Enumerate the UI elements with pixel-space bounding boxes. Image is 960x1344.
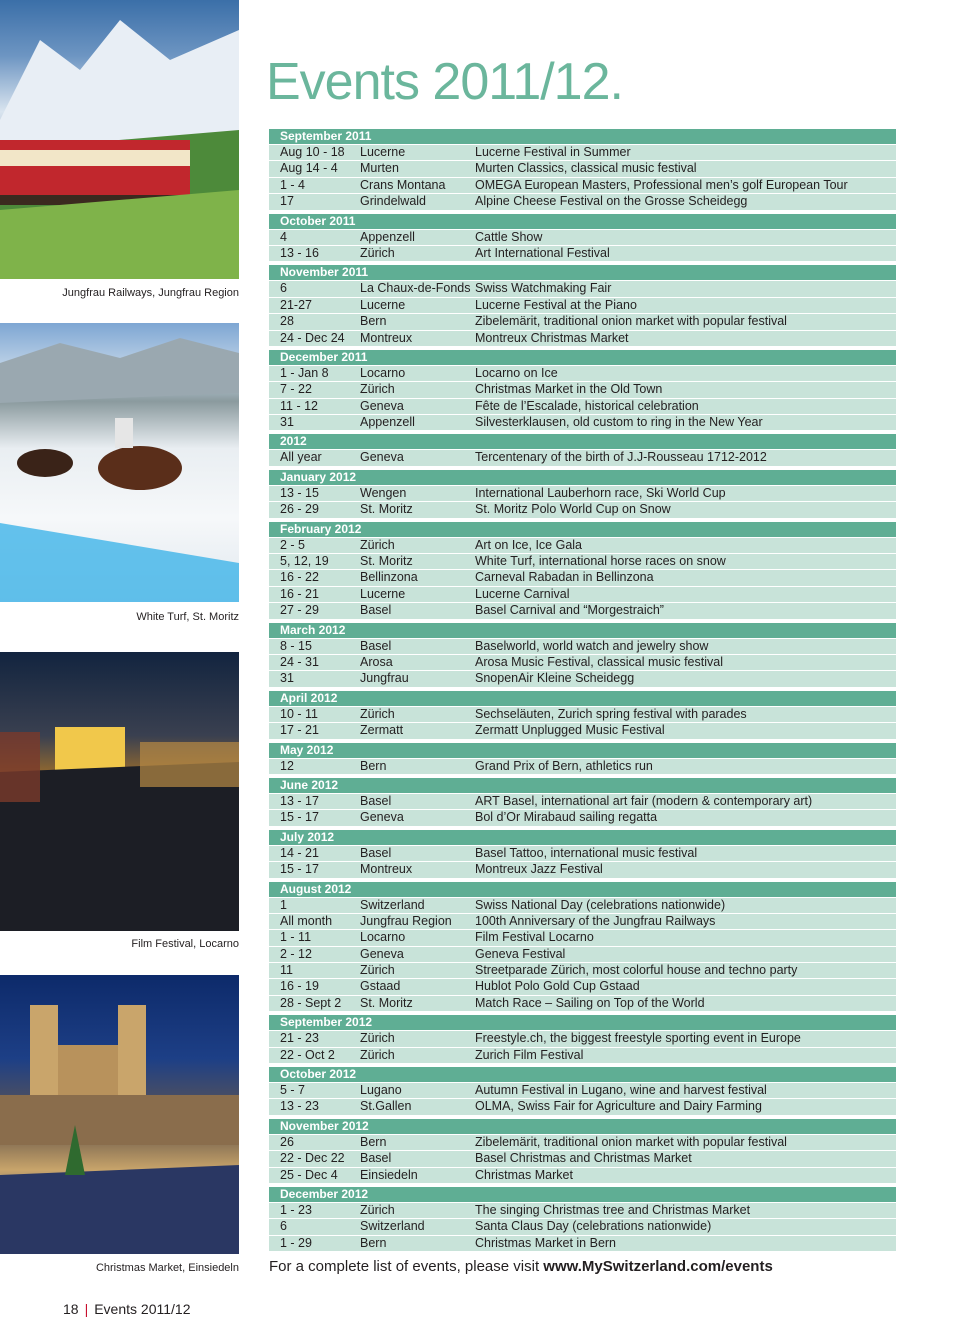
event-row: [269, 845, 896, 861]
event-name: Hublot Polo Gold Cup Gstaad: [475, 979, 640, 994]
event-row: [269, 280, 896, 296]
event-date: 8 - 15: [280, 638, 312, 653]
event-name: Swiss Watchmaking Fair: [475, 281, 612, 296]
event-row: [269, 501, 896, 517]
jungfrau-train-illustration: [0, 0, 239, 279]
event-place: Geneva: [360, 398, 404, 413]
event-name: St. Moritz Polo World Cup on Snow: [475, 502, 671, 517]
event-name: Zibelemärit, traditional onion market with popular festival: [475, 314, 787, 329]
event-place: Murten: [360, 161, 399, 176]
event-row: [269, 722, 896, 738]
event-date: 22 - Dec 22: [280, 1151, 345, 1166]
event-date: 11: [280, 963, 293, 978]
event-date: All month: [280, 913, 333, 928]
event-place: Geneva: [360, 946, 404, 961]
event-row: [269, 245, 896, 261]
event-place: St. Moritz: [360, 502, 413, 517]
event-place: La Chaux-de-Fonds: [360, 281, 471, 296]
event-date: 1 - 29: [280, 1235, 312, 1250]
event-date: 16 - 19: [280, 979, 319, 994]
event-date: 31: [280, 415, 294, 430]
event-date: 13 - 16: [280, 245, 319, 260]
event-date: 1 - 23: [280, 1202, 312, 1217]
event-place: Jungfrau Region: [360, 913, 452, 928]
photo-caption: White Turf, St. Moritz: [136, 611, 239, 623]
event-name: Baselworld, world watch and jewelry show: [475, 638, 709, 653]
month-header: October 2012: [269, 1067, 896, 1082]
event-place: Bern: [360, 314, 387, 329]
event-row: [269, 1167, 896, 1183]
events-link[interactable]: www.MySwitzerland.com/events: [543, 1258, 773, 1275]
event-row: [269, 398, 896, 414]
event-date: 16 - 22: [280, 570, 319, 585]
event-date: 25 - Dec 4: [280, 1167, 338, 1182]
event-place: Switzerland: [360, 1219, 425, 1234]
event-row: [269, 449, 896, 465]
photo-caption: Christmas Market, Einsiedeln: [95, 1262, 239, 1274]
event-place: Bern: [360, 1235, 387, 1250]
event-name: Match Race – Sailing on Top of the World: [475, 995, 705, 1010]
event-row: [269, 160, 896, 176]
event-date: 24 - Dec 24: [280, 330, 345, 345]
event-row: [269, 962, 896, 978]
event-row: [269, 1134, 896, 1150]
event-row: [269, 670, 896, 686]
event-name: Christmas Market in the Old Town: [475, 382, 663, 397]
event-date: 6: [280, 281, 287, 296]
event-place: Arosa: [360, 654, 393, 669]
event-place: St.Gallen: [360, 1099, 412, 1114]
event-place: Lucerne: [360, 586, 406, 601]
event-row: [269, 1235, 896, 1251]
event-name: Basel Christmas and Christmas Market: [475, 1151, 692, 1166]
event-place: Bellinzona: [360, 570, 418, 585]
event-row: [269, 569, 896, 585]
event-row: [269, 861, 896, 877]
event-place: Zürich: [360, 1047, 395, 1062]
event-date: 22 - Oct 2: [280, 1047, 335, 1062]
event-row: [269, 485, 896, 501]
event-name: Bol d’Or Mirabaud sailing regatta: [475, 810, 658, 825]
month-header: December 2012: [269, 1187, 896, 1202]
event-row: [269, 809, 896, 825]
event-place: Locarno: [360, 930, 406, 945]
event-date: 13 - 23: [280, 1099, 319, 1114]
event-name: OMEGA European Masters, Professional men’s golf European Tour: [475, 177, 848, 192]
event-name: Santa Claus Day (celebrations nationwide): [475, 1219, 712, 1234]
month-header: September 2011: [269, 129, 896, 144]
event-row: [269, 229, 896, 245]
event-name: Sechseläuten, Zurich spring festival with parades: [475, 706, 747, 721]
event-name: Locarno on Ice: [475, 365, 558, 380]
event-date: 17 - 21: [280, 723, 319, 738]
photo-caption: Film Festival, Locarno: [131, 938, 239, 950]
events-table: [269, 129, 896, 1251]
event-name: Zermatt Unplugged Music Festival: [475, 723, 665, 738]
event-place: Basel: [360, 1151, 392, 1166]
event-row: [269, 602, 896, 618]
photo-jungfrau-railways: [0, 0, 239, 279]
event-name: Streetparade Zürich, most colorful house and techno party: [475, 963, 798, 978]
event-name: ART Basel, international art fair (modern & contemporary art): [475, 793, 813, 808]
event-row: [269, 297, 896, 313]
event-row: [269, 1030, 896, 1046]
event-date: 31: [280, 671, 294, 686]
event-place: Basel: [360, 638, 392, 653]
photo-film-festival-locarno: [0, 652, 239, 931]
event-place: Basel: [360, 603, 392, 618]
event-name: Grand Prix of Bern, athletics run: [475, 758, 653, 773]
month-header: September 2012: [269, 1015, 896, 1030]
event-row: [269, 913, 896, 929]
event-name: Autumn Festival in Lugano, wine and harvest festival: [475, 1083, 767, 1098]
event-name: Art on Ice, Ice Gala: [475, 537, 582, 552]
event-row: [269, 414, 896, 430]
event-row: [269, 1047, 896, 1063]
event-place: Bern: [360, 758, 387, 773]
event-place: Zürich: [360, 1031, 395, 1046]
footer-text: For a complete list of events, please visit: [269, 1258, 544, 1275]
month-header: June 2012: [269, 778, 896, 793]
page-footer: [63, 1301, 190, 1317]
event-row: [269, 1150, 896, 1166]
event-name: Film Festival Locarno: [475, 930, 594, 945]
event-date: 1 - 4: [280, 177, 306, 192]
event-name: Geneva Festival: [475, 946, 566, 961]
event-name: Arosa Music Festival, classical music festival: [475, 654, 723, 669]
month-header: November 2011: [269, 265, 896, 280]
event-place: St. Moritz: [360, 995, 413, 1010]
event-date: 13 - 15: [280, 485, 319, 500]
month-header: 2012: [269, 434, 896, 449]
event-date: 27 - 29: [280, 603, 319, 618]
event-place: Appenzell: [360, 415, 415, 430]
event-name: Lucerne Festival in Summer: [475, 145, 631, 159]
month-header: October 2011: [269, 214, 896, 229]
event-place: Grindelwald: [360, 194, 427, 209]
event-date: 5, 12, 19: [280, 554, 329, 569]
event-place: Zürich: [360, 382, 395, 397]
page-label: Events 2011/12: [94, 1301, 191, 1317]
event-place: Appenzell: [360, 229, 415, 244]
event-row: [269, 654, 896, 670]
event-name: Montreux Jazz Festival: [475, 862, 603, 877]
piazza-screen-illustration: [0, 652, 239, 931]
event-date: Aug 14 - 4: [280, 161, 338, 176]
event-date: 11 - 12: [280, 398, 318, 413]
event-row: [269, 1202, 896, 1218]
month-header: December 2011: [269, 350, 896, 365]
event-date: 1 - 11: [280, 930, 312, 945]
event-date: 21-27: [280, 297, 312, 312]
event-place: Lucerne: [360, 145, 406, 159]
month-header: April 2012: [269, 691, 896, 706]
event-row: [269, 553, 896, 569]
photo-christmas-market-einsiedeln: [0, 975, 239, 1254]
event-date: Aug 10 - 18: [280, 145, 345, 159]
event-place: St. Moritz: [360, 554, 413, 569]
month-header: November 2012: [269, 1119, 896, 1134]
page-separator: |: [84, 1301, 89, 1317]
event-place: Basel: [360, 793, 392, 808]
event-place: Zürich: [360, 245, 395, 260]
event-place: Lucerne: [360, 297, 406, 312]
event-row: [269, 1218, 896, 1234]
event-place: Wengen: [360, 485, 407, 500]
photo-caption: Jungfrau Railways, Jungfrau Region: [62, 287, 239, 299]
event-date: 26: [280, 1134, 294, 1149]
event-name: Carneval Rabadan in Bellinzona: [475, 570, 654, 585]
event-row: [269, 929, 896, 945]
event-row: [269, 758, 896, 774]
event-place: Zürich: [360, 706, 395, 721]
month-header: August 2012: [269, 882, 896, 897]
event-place: Basel: [360, 845, 392, 860]
event-row: [269, 946, 896, 962]
month-header: February 2012: [269, 522, 896, 537]
event-date: 13 - 17: [280, 793, 319, 808]
event-row: [269, 706, 896, 722]
event-place: Crans Montana: [360, 177, 446, 192]
event-date: 28 - Sept 2: [280, 995, 342, 1010]
event-name: The singing Christmas tree and Christmas Market: [475, 1202, 751, 1217]
event-date: 6: [280, 1219, 287, 1234]
event-row: [269, 897, 896, 913]
event-date: 15 - 17: [280, 862, 319, 877]
event-row: [269, 144, 896, 160]
event-place: Lugano: [360, 1083, 402, 1098]
event-row: [269, 995, 896, 1011]
event-date: 14 - 21: [280, 845, 319, 860]
event-date: 17: [280, 194, 294, 209]
event-name: Cattle Show: [475, 229, 543, 244]
event-date: 2 - 5: [280, 537, 306, 552]
event-name: Tercentenary of the birth of J.J-Rousseau 1712-2012: [475, 450, 767, 465]
event-place: Zürich: [360, 1202, 395, 1217]
event-name: OLMA, Swiss Fair for Agriculture and Dairy Farming: [475, 1099, 762, 1114]
event-place: Zürich: [360, 537, 395, 552]
event-date: 24 - 31: [280, 654, 319, 669]
month-header: July 2012: [269, 830, 896, 845]
event-date: 28: [280, 314, 294, 329]
event-date: 1 - Jan 8: [280, 365, 329, 380]
event-row: [269, 638, 896, 654]
event-name: 100th Anniversary of the Jungfrau Railways: [475, 913, 716, 928]
event-name: Christmas Market in Bern: [475, 1235, 617, 1250]
footer-note: [269, 1258, 773, 1275]
event-date: 7 - 22: [280, 382, 312, 397]
horse-race-illustration: [0, 323, 239, 602]
event-row: [269, 1082, 896, 1098]
page-title: Events 2011/12.: [266, 53, 623, 111]
event-date: 26 - 29: [280, 502, 319, 517]
event-date: 5 - 7: [280, 1083, 306, 1098]
event-date: 10 - 11: [280, 706, 318, 721]
event-date: 12: [280, 758, 294, 773]
event-name: Zibelemärit, traditional onion market with popular festival: [475, 1134, 787, 1149]
event-row: [269, 586, 896, 602]
event-place: Switzerland: [360, 897, 425, 912]
photo-white-turf: [0, 323, 239, 602]
event-name: SnopenAir Kleine Scheidegg: [475, 671, 635, 686]
event-name: White Turf, international horse races on snow: [475, 554, 726, 569]
event-place: Geneva: [360, 450, 404, 465]
event-row: [269, 978, 896, 994]
page-number: 18: [63, 1301, 79, 1317]
event-place: Zürich: [360, 963, 395, 978]
event-place: Gstaad: [360, 979, 401, 994]
event-row: [269, 177, 896, 193]
event-row: [269, 537, 896, 553]
event-row: [269, 330, 896, 346]
event-date: 4: [280, 229, 287, 244]
event-place: Montreux: [360, 330, 413, 345]
event-date: 16 - 21: [280, 586, 319, 601]
event-place: Locarno: [360, 365, 406, 380]
event-row: [269, 313, 896, 329]
event-place: Montreux: [360, 862, 413, 877]
month-header: May 2012: [269, 743, 896, 758]
event-row: [269, 381, 896, 397]
monastery-illustration: [0, 975, 239, 1254]
event-name: Alpine Cheese Festival on the Grosse Scheidegg: [475, 194, 748, 209]
event-date: 2 - 12: [280, 946, 312, 961]
month-header: January 2012: [269, 470, 896, 485]
event-date: 1: [280, 897, 287, 912]
event-name: Lucerne Festival at the Piano: [475, 297, 637, 312]
event-name: Silvesterklausen, old custom to ring in the New Year: [475, 415, 763, 430]
event-date: 15 - 17: [280, 810, 319, 825]
month-header: March 2012: [269, 623, 896, 638]
event-place: Zermatt: [360, 723, 404, 738]
event-row: [269, 793, 896, 809]
event-place: Einsiedeln: [360, 1167, 418, 1182]
event-name: Zurich Film Festival: [475, 1047, 584, 1062]
event-name: Basel Tattoo, international music festival: [475, 845, 698, 860]
event-date: All year: [280, 450, 322, 465]
event-name: Christmas Market: [475, 1167, 573, 1182]
event-name: Fête de l’Escalade, historical celebration: [475, 398, 699, 413]
event-place: Bern: [360, 1134, 387, 1149]
event-row: [269, 1098, 896, 1114]
event-name: Basel Carnival and “Morgestraich”: [475, 603, 664, 618]
event-name: International Lauberhorn race, Ski World Cup: [475, 485, 726, 500]
event-name: Freestyle.ch, the biggest freestyle sporting event in Europe: [475, 1031, 801, 1046]
event-date: 21 - 23: [280, 1031, 319, 1046]
event-row: [269, 365, 896, 381]
event-name: Swiss National Day (celebrations nationwide): [475, 897, 726, 912]
event-name: Murten Classics, classical music festival: [475, 161, 697, 176]
event-name: Lucerne Carnival: [475, 586, 570, 601]
event-name: Art International Festival: [475, 245, 610, 260]
event-place: Jungfrau: [360, 671, 409, 686]
event-row: [269, 193, 896, 209]
event-name: Montreux Christmas Market: [475, 330, 629, 345]
event-place: Geneva: [360, 810, 404, 825]
